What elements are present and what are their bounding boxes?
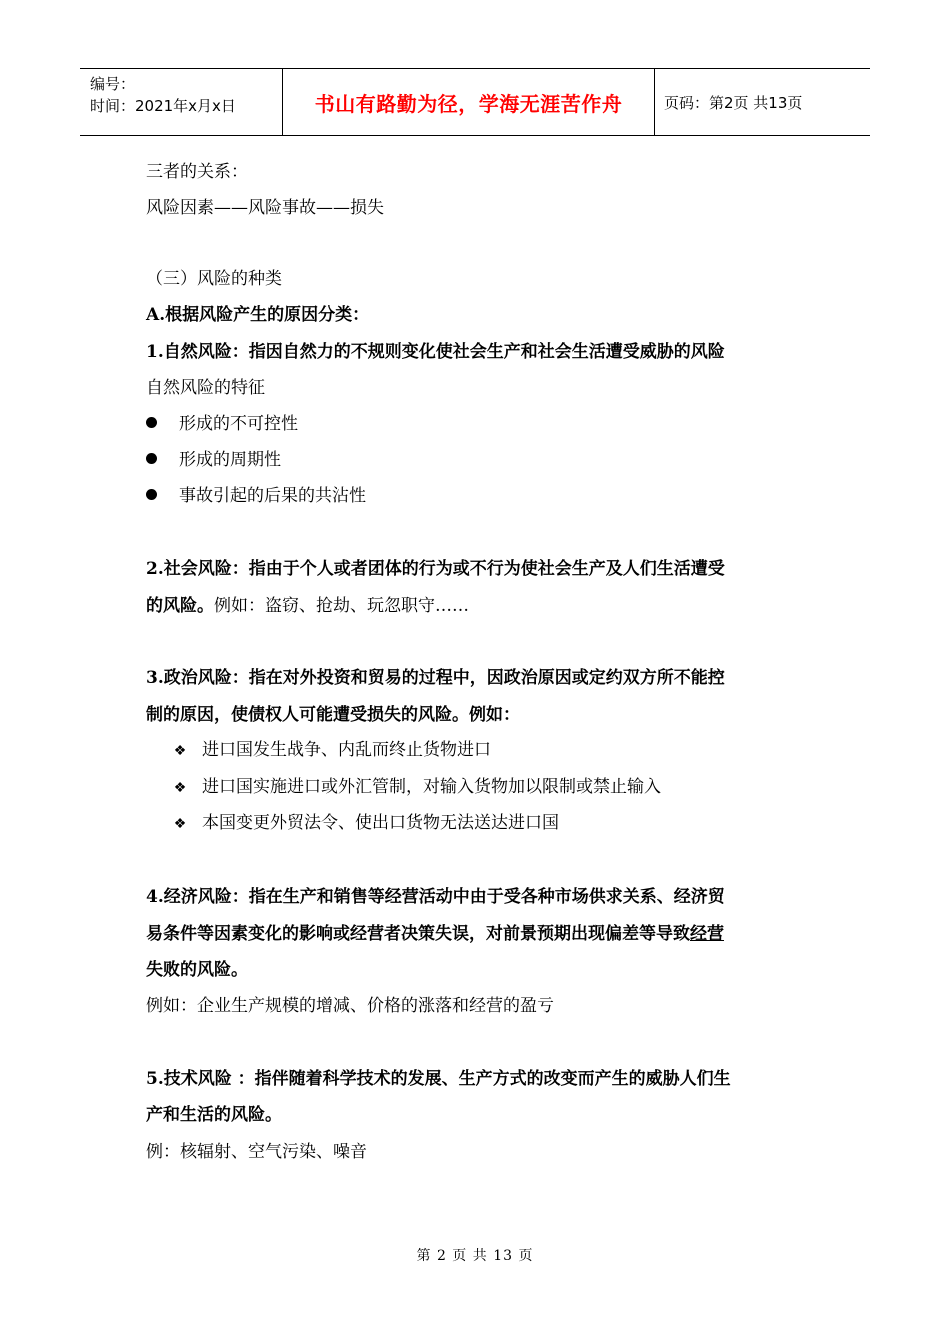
list-item [172, 738, 491, 763]
list-item [172, 775, 661, 800]
list-item-text: 形成的周期性 [179, 450, 281, 470]
social-risk-tail: 的风险。 [146, 596, 214, 616]
list-item-text: 事故引起的后果的共沾性 [179, 486, 366, 506]
diamond-bullet-icon: ❖ [173, 816, 187, 832]
bullet-icon [146, 489, 157, 500]
header-date: 时间：2021年x月x日 [90, 97, 236, 115]
diamond-bullet-icon: ❖ [173, 780, 187, 796]
economic-risk-line1: 4.经济风险：指在生产和销售等经营活动中由于受各种市场供求关系、经济贸 [146, 887, 725, 907]
list-item-text: 形成的不可控性 [179, 414, 298, 434]
technical-risk-example: 例：核辐射、空气污染、噪音 [146, 1142, 367, 1162]
bullet-icon [146, 417, 157, 428]
header-meta [90, 73, 236, 117]
list-item-text: 进口国实施进口或外汇管制，对输入货物加以限制或禁止输入 [202, 777, 661, 797]
economic-risk-underlined: 经营 [690, 924, 724, 944]
header-page-number: 页码：第2页 共13页 [664, 93, 803, 112]
relation-title: 三者的关系： [146, 162, 248, 182]
classify-title: A.根据风险产生的原因分类： [146, 305, 370, 325]
natural-risk-heading: 1.自然风险：指因自然力的不规则变化使社会生产和社会生活遭受威胁的风险 [146, 342, 725, 362]
header-motto: 书山有路勤为径，学海无涯苦作舟 [314, 91, 623, 116]
economic-risk-line3: 失败的风险。 [146, 960, 248, 980]
technical-risk-line1: 5.技术风险 ：指伴随着科学技术的发展、生产方式的改变而产生的威胁人们生 [146, 1069, 731, 1089]
section-title: （三）风险的种类 [146, 269, 282, 289]
list-item [146, 412, 298, 436]
social-risk-example: 例如：盗窃、抢劫、玩忽职守…… [214, 596, 469, 616]
economic-risk-example: 例如：企业生产规模的增减、价格的涨落和经营的盈亏 [146, 996, 554, 1016]
list-item [172, 811, 559, 836]
social-risk-line1: 2.社会风险：指由于个人或者团体的行为或不行为使社会生产及人们生活遭受 [146, 559, 725, 579]
diamond-bullet-icon: ❖ [173, 743, 187, 759]
relation-chain: 风险因素——风险事故——损失 [146, 198, 384, 218]
technical-risk-line2: 产和生活的风险。 [146, 1105, 282, 1125]
natural-risk-feature-title: 自然风险的特征 [146, 378, 265, 398]
header-number: 编号： [90, 75, 136, 93]
list-item-text: 进口国发生战争、内乱而终止货物进口 [202, 740, 491, 760]
page-header [80, 68, 870, 136]
list-item [146, 448, 281, 472]
political-risk-line1: 3.政治风险：指在对外投资和贸易的过程中，因政治原因或定约双方所不能控 [146, 668, 725, 688]
political-risk-line2: 制的原因，使债权人可能遭受损失的风险。例如： [146, 705, 520, 725]
economic-risk-line2-text: 易条件等因素变化的影响或经营者决策失误，对前景预期出现偏差等导致 [146, 924, 690, 944]
social-risk-line2 [146, 594, 469, 618]
header-divider [654, 69, 655, 135]
economic-risk-line2 [146, 922, 724, 946]
page-footer: 第 2 页 共 13 页 [416, 1248, 534, 1264]
bullet-icon [146, 453, 157, 464]
list-item [146, 484, 366, 508]
list-item-text: 本国变更外贸法令、使出口货物无法送达进口国 [202, 813, 559, 833]
